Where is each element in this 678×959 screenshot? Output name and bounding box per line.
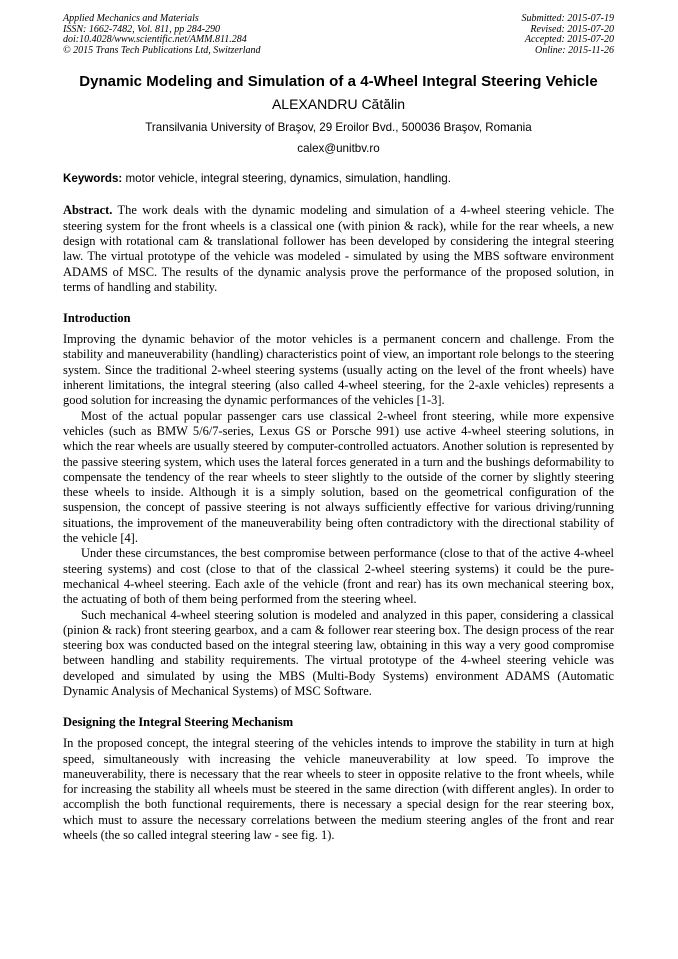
paper-title: Dynamic Modeling and Simulation of a 4-Wheel Integral Steering Vehicle — [79, 73, 598, 91]
section-heading-design: Designing the Integral Steering Mechanism — [63, 715, 294, 730]
paragraph: Most of the actual popular passenger cars use classical 2-wheel front steering, while more expensive vehicles (such as BMW 5/6/7-series, Lexus GS or Porsche 991) use active 4-wheel steering solutions, in which the rear wheels are usually steered by computer-controlled actuators. Another solution is represented by the passive steering system, which uses the lateral forces generated in a turn and the bushings deformability to compensate the tendency of the rear wheels to steer slightly to the outside of the corner by slightly steering these wheels to inside. Although it is a simply solution, based on the geometrical configuration of the suspension, the concept of passive steering is not always sufficiently effective for various driving/running situations, the improvement of the maneuverability being often contradictory with the directional stability of the vehicle [4]. — [63, 408, 614, 546]
online-date: Online: 2015-11-26 — [535, 44, 614, 56]
paragraph: Under these circumstances, the best compromise between performance (close to that of the active 4-wheel steering systems) and cost (close to that of the classical 2-wheel steering systems) it could be the pure-mechanical 4-wheel steering. Each axle of the vehicle (front and rear) has its own mechanical steering box, the actuating of both of them being performed from the steering wheel. — [63, 546, 614, 607]
submitted-date: Submitted: 2015-07-19 — [521, 13, 614, 24]
revised-date: Revised: 2015-07-20 — [530, 23, 614, 35]
abstract-label: Abstract. — [63, 203, 113, 218]
keywords-text: motor vehicle, integral steering, dynamics, simulation, handling. — [125, 172, 451, 186]
accepted-date: Accepted: 2015-07-20 — [524, 34, 614, 46]
paragraph: In the proposed concept, the integral steering of the vehicles intends to improve the stability in turn at high speed, simultaneously with increasing the vehicle maneuverability at low speed. To improve the maneuverability, there is necessary that the rear wheels to steer in opposite relative to the front wheels, while for increasing the stability all wheels must be steered in the same direction (with different angles). In order to accomplish the both functional requirements, there is necessary a special design for the rear steering box, which must to assure the necessary correlations between the medium steering angles of the front and rear wheels (the so called integral steering law - see fig. 1). — [63, 736, 614, 843]
publication-info — [63, 14, 261, 56]
affiliation: Transilvania University of Braşov, 29 Eroilor Bvd., 500036 Braşov, Romania — [145, 121, 532, 135]
keywords — [63, 172, 614, 185]
header-meta — [63, 14, 614, 56]
issn-line: ISSN: 1662-7482, Vol. 811, pp 284-290 — [63, 23, 221, 35]
copyright-line: © 2015 Trans Tech Publications Ltd, Switzerland — [63, 44, 261, 56]
paragraph: Improving the dynamic behavior of the motor vehicles is a permanent concern and challenge. From the stability and maneuverability (handling) characteristics point of view, an important role belongs to the steering system. Since the traditional 2-wheel steering systems (usually acting on the level of the front wheels) have inherent limitations, the integral steering (also called 4-wheel steering, for the 2-axle vehicles) represents a good solution for increasing the dynamic performances of the vehicles [1-3]. — [63, 332, 614, 408]
author-name: ALEXANDRU Cătălin — [271, 96, 406, 113]
journal-name: Applied Mechanics and Materials — [63, 13, 199, 24]
doi-line: doi:10.4028/www.scientific.net/AMM.811.284 — [63, 34, 247, 46]
paper-page — [63, 14, 614, 843]
author-email: calex@unitbv.ro — [297, 142, 380, 156]
paragraph: Such mechanical 4-wheel steering solution is modeled and analyzed in this paper, considering a classical (pinion & rack) front steering gearbox, and a cam & follower rear steering box. The design process of the rear steering box was conducted based on the integral steering law, obtaining in this way a very good compromise between handling and stability requirements. The virtual prototype of the 4-wheel steering vehicle was developed and simulated by using the MBS (Multi-Body Systems) environment ADAMS (Automatic Dynamic Analysis of Mechanical Systems) of MSC Software. — [63, 607, 614, 698]
keywords-label: Keywords: — [63, 172, 123, 186]
section-heading-introduction: Introduction — [63, 311, 131, 326]
abstract — [63, 203, 614, 295]
abstract-text: The work deals with the dynamic modeling and simulation of a 4-wheel steering vehicle. The steering system for the front wheels is a classical one (with pinion & rack), while for the rear wheels, a new design with rotational cam & translational follower has been developed by considering the integral steering law. The virtual prototype of the vehicle was modeled - simulated by using the MBS software environment ADAMS of MSC. The results of the dynamic analysis prove the performance of the proposed solution, in terms of handling and stability. — [63, 203, 614, 294]
dates-info — [522, 14, 615, 56]
